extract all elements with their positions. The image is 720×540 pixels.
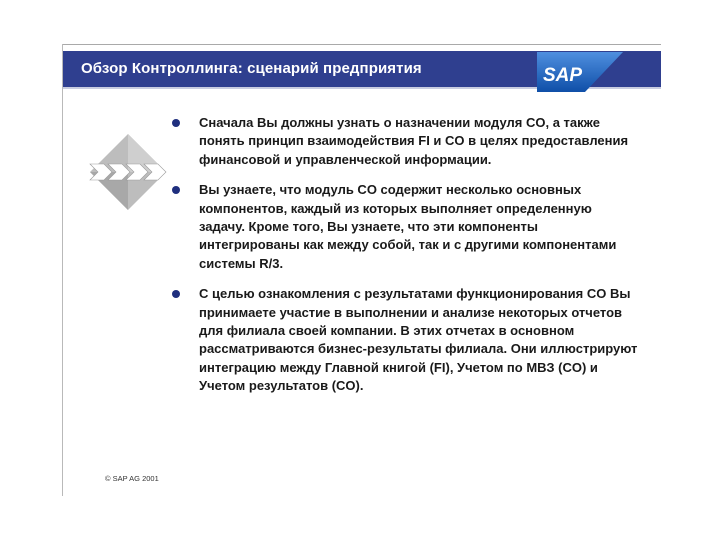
slide-title: Обзор Контроллинга: сценарий предприятия [81, 60, 422, 77]
top-rule [63, 44, 661, 45]
sap-logo [537, 52, 623, 92]
copyright-notice: © SAP AG 2001 [105, 474, 159, 483]
bullet-dot-icon [172, 119, 180, 127]
bullet-dot-icon [172, 290, 180, 298]
bullet-text: С целью ознакомления с результатами функционирования CO Вы принимаете участие в выполнении и анализе некоторых отчетов для филиала своей компании. В этих отчетах в основном рассматриваются бизнес-результаты филиала. Они иллюстрируют интеграцию между Главной книгой (FI), Учетом по МВЗ (CO) и Учетом результатов (CO). [199, 286, 638, 394]
slide [62, 44, 661, 496]
bullet-item [169, 181, 639, 273]
bullet-text: Сначала Вы должны узнать о назначении модуля CO, а также понять принцип взаимодействия FI и CO в целях предоставления финансовой и управленческой информации. [199, 115, 629, 167]
bullet-dot-icon [172, 186, 180, 194]
bullet-text: Вы узнаете, что модуль CO содержит несколько основных компонентов, каждый из которых выполняет определенную задачу. Кроме того, Вы узнаете, что эти компоненты интегрированы как между собой, так и с другими компонентами системы R/3. [199, 182, 617, 271]
bullet-item [169, 114, 639, 169]
bullet-list [169, 114, 639, 408]
grey-diamond-with-chevrons-icon [88, 132, 168, 212]
sap-logo-text: SAP [543, 65, 583, 86]
bullet-item [169, 285, 639, 395]
